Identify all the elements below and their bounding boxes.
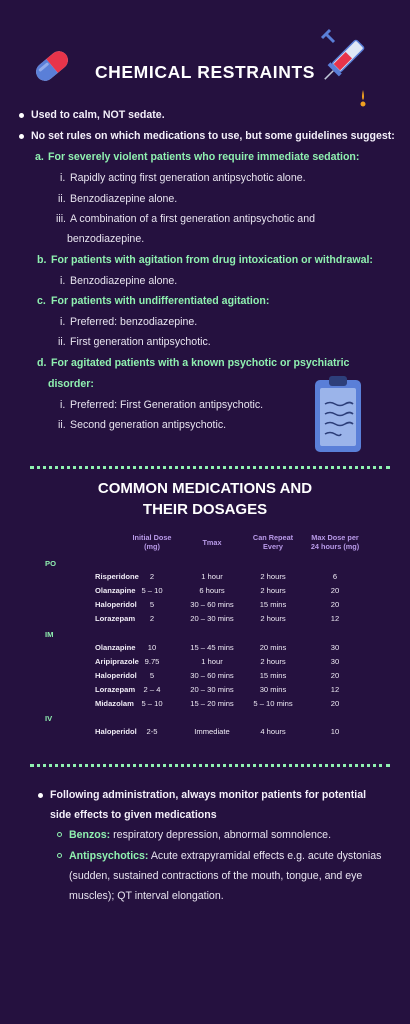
benzos-text: respiratory depression, abnormal somnolence. [110,829,332,841]
table-cell: 20 [330,671,340,680]
medication-name: Olanzapine [95,586,136,595]
guideline-c-ii: First generation antipsychotic. [70,336,211,348]
antipsychotics-line3: muscles); QT interval elongation. [69,890,224,902]
marker-a-ii: ii. [58,193,66,205]
table-cell: 6 hours [199,586,225,595]
table-cell: 10 [330,727,340,736]
table-cell: 2 hours [260,586,286,595]
clipboard-icon [312,374,364,454]
section-title-line1: COMMON MEDICATIONS AND [97,480,313,497]
antipsychotics-text: Acute extrapyramidal effects e.g. acute dystonias [148,850,382,862]
medication-name: Haloperidol [95,671,137,680]
marker-d-i: i. [60,399,66,411]
header-initial-dose: Initial Dose (mg) [132,533,172,551]
table-cell: 2-5 [146,727,158,736]
benzos-label: Benzos: [69,829,111,841]
table-cell: 20 [330,699,340,708]
header-tmax: Tmax [202,538,222,547]
marker-d-ii: ii. [58,419,66,431]
medication-name: Lorazepam [95,614,136,623]
guideline-c: For patients with undifferentiated agitation: [51,295,270,307]
guideline-a-ii: Benzodiazepine alone. [70,193,178,205]
table-cell: 12 [330,614,340,623]
medication-name: Olanzapine [95,643,136,652]
table-cell: 15 – 20 mins [190,699,234,708]
table-cell: 30 – 60 mins [190,671,234,680]
guideline-a-iii-line1: A combination of a first generation antipsychotic and [70,213,315,225]
table-cell: 10 [147,643,157,652]
guideline-b: For patients with agitation from drug intoxication or withdrawal: [51,254,373,266]
guideline-c-i: Preferred: benzodiazepine. [70,316,198,328]
table-cell: 5 – 10 [141,699,163,708]
section-title [0,478,410,520]
marker-b: b. [37,254,47,266]
benzos-item [69,828,331,842]
antipsychotics-item [69,849,381,863]
table-cell: 9.75 [144,657,160,666]
table-cell: 1 hour [201,572,223,581]
guideline-d-line2: disorder: [48,378,94,390]
followup-line2: side effects to given medications [50,809,217,821]
marker-c: c. [37,295,46,307]
guideline-b-i: Benzodiazepine alone. [70,275,178,287]
table-cell: 15 mins [259,600,287,609]
guideline-a-i: Rapidly acting first generation antipsychotic alone. [70,172,306,184]
medication-name: Risperidone [95,572,139,581]
medication-name: Haloperidol [95,727,137,736]
table-cell: 2 hours [260,657,286,666]
table-cell: 5 – 10 [141,586,163,595]
table-cell: 4 hours [260,727,286,736]
bullet-guidelines: No set rules on which medications to use, but some guidelines suggest: [31,130,395,142]
marker-b-i: i. [60,275,66,287]
table-cell: 30 [330,643,340,652]
guideline-a: For severely violent patients who require immediate sedation: [48,151,360,163]
page-title: CHEMICAL RESTRAINTS [94,62,316,82]
table-cell: 6 [332,572,338,581]
table-cell: 15 mins [259,671,287,680]
group-im: IM [45,630,54,639]
divider [30,466,390,469]
marker-a: a. [35,151,44,163]
table-cell: 12 [330,685,340,694]
marker-a-i: i. [60,172,66,184]
guideline-d-line1: For agitated patients with a known psychotic or psychiatric [51,357,350,369]
table-cell: 20 – 30 mins [190,685,234,694]
medication-name: Lorazepam [95,685,136,694]
table-cell: 5 [149,600,155,609]
table-cell: 2 [149,614,155,623]
group-iv: IV [45,714,53,723]
marker-c-ii: ii. [58,336,66,348]
header-max-dose: Max Dose per 24 hours (mg) [310,533,360,551]
bullet-purpose: Used to calm, NOT sedate. [31,109,165,121]
table-cell: 20 [330,600,340,609]
header-can-repeat: Can Repeat Every [252,533,294,551]
guideline-a-iii-line2: benzodiazepine. [67,233,145,245]
marker-d: d. [37,357,47,369]
table-cell: 30 mins [259,685,287,694]
guideline-d-ii: Second generation antipsychotic. [70,419,227,431]
table-cell: 30 – 60 mins [190,600,234,609]
medication-name: Midazolam [95,699,134,708]
table-cell: Immediate [194,727,230,736]
table-cell: 30 [330,657,340,666]
antipsychotics-line2: (sudden, sustained contractions of the mouth, tongue, and eye [69,870,363,882]
table-cell: 1 hour [201,657,223,666]
marker-a-iii: iii. [56,213,67,225]
section-title-line2: THEIR DOSAGES [142,501,268,518]
antipsychotics-label: Antipsychotics: [69,850,149,862]
marker-c-i: i. [60,316,66,328]
table-cell: 2 hours [260,614,286,623]
table-cell: 2 – 4 [143,685,161,694]
medication-name: Aripiprazole [95,657,139,666]
followup-line1: Following administration, always monitor patients for potential [50,789,367,801]
divider [30,764,390,767]
table-cell: 15 – 45 mins [190,643,234,652]
table-cell: 2 [149,572,155,581]
table-cell: 20 – 30 mins [190,614,234,623]
guideline-d-i: Preferred: First Generation antipsychotic. [70,399,264,411]
medication-name: Haloperidol [95,600,137,609]
table-cell: 20 mins [259,643,287,652]
table-cell: 5 [149,671,155,680]
table-cell: 5 – 10 mins [253,699,293,708]
table-cell: 20 [330,586,340,595]
table-cell: 2 hours [260,572,286,581]
group-po: PO [45,559,56,568]
